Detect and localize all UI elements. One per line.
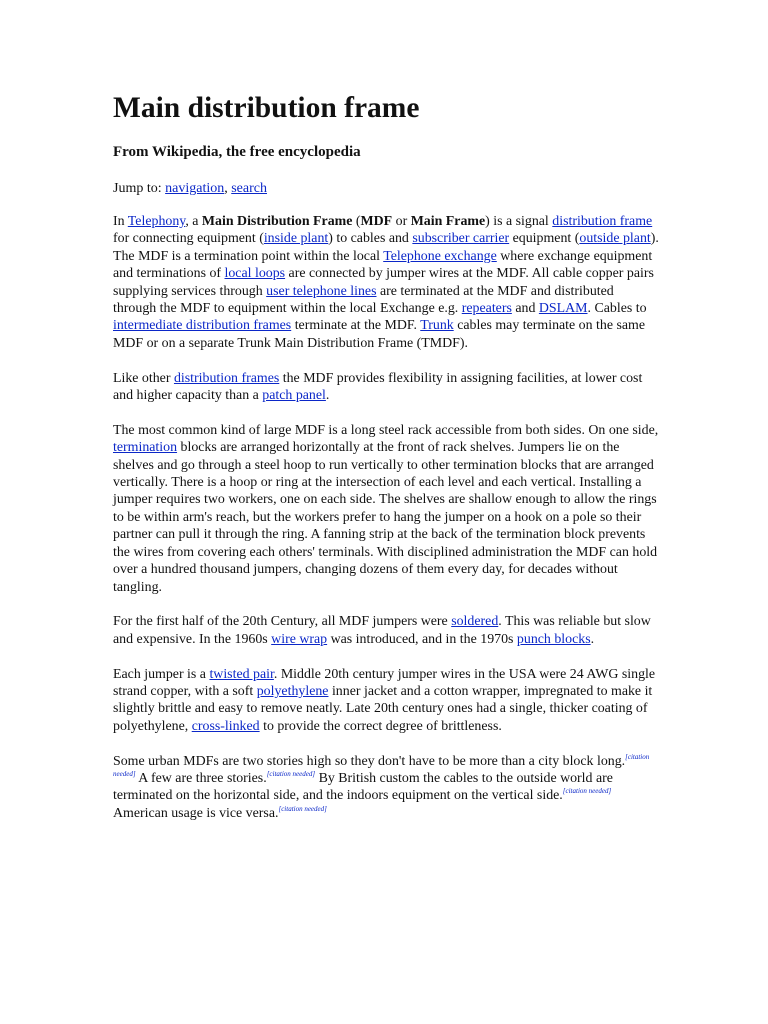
- link-patch-panel[interactable]: patch panel: [262, 388, 326, 404]
- citation-needed-tag[interactable]: [citation needed]: [278, 804, 327, 813]
- link-repeaters[interactable]: repeaters: [461, 301, 512, 317]
- link-distribution-frame[interactable]: distribution frame: [552, 214, 653, 229]
- navigation-link[interactable]: navigation: [165, 181, 225, 196]
- link-intermediate-distribution-frames[interactable]: intermediate distribution frames: [113, 318, 292, 334]
- citation-needed-tag[interactable]: [citation needed]: [562, 787, 612, 796]
- citation-needed-tag[interactable]: [citation needed]: [113, 752, 650, 778]
- link-distribution-frames[interactable]: distribution frames: [173, 370, 280, 386]
- paragraph-flexibility: Like other distribution frames the MDF provides flexibility in assigning facilities, at lower cost and higher capacity than a patch panel.: [113, 370, 643, 404]
- link-termination[interactable]: termination: [113, 440, 178, 456]
- link-user-telephone-lines[interactable]: user telephone lines: [266, 283, 377, 299]
- paragraph-steel-rack: The most common kind of large MDF is a long steel rack accessible from both sides. On one side, termination blocks are arranged horizontally at the front of rack shelves. Jumpers lie on the shelves and go through a steel hoop to run vertically to other termination blocks that are arranged vertically. There is a hoop or ring at the intersection of each level and each vertical. Installing a jumper requires two workers, one on each side. The shelves are shallow enough to allow the rings to be within arm's reach, but the workers prefer to hang the jumper on a hook on a pole so their partner can pull it through the ring. A fanning strip at the back of the termination block prevents the wires from covering each others' terminals. With disciplined administration the MDF can hold over a hundred thousand jumpers, changing dozens of them every day, for decades without tangling.: [113, 422, 659, 595]
- link-soldered[interactable]: soldered: [451, 614, 499, 630]
- link-telephone-exchange[interactable]: Telephone exchange: [383, 248, 497, 264]
- article-body: [113, 213, 659, 840]
- link-trunk[interactable]: Trunk: [420, 318, 454, 334]
- link-punch-blocks[interactable]: punch blocks: [516, 631, 591, 647]
- page-title: Main distribution frame: [113, 92, 420, 124]
- citation-needed-tag[interactable]: [citation needed]: [266, 769, 316, 778]
- page-subtitle: From Wikipedia, the free encyclopedia: [113, 144, 361, 160]
- link-wire-wrap[interactable]: wire wrap: [271, 631, 328, 647]
- paragraph-history: For the first half of the 20th Century, all MDF jumpers were soldered. This was reliable but slow and expensive. In the 1960s wire wrap was introduced, and in the 1970s punch blocks.: [113, 614, 651, 647]
- term-mdf: MDF: [360, 214, 393, 229]
- paragraph-jumper-wire: Each jumper is a twisted pair. Middle 20th century jumper wires in the USA were 24 AWG single strand copper, with a soft polyethylene inner jacket and a cotton wrapper, impregnated to make it slightly brittle and easy to remove neatly. Late 20th century ones had a single, thicker coating of polyethylene, cross-linked to provide the correct degree of brittleness.: [113, 666, 656, 734]
- link-cross-linked[interactable]: cross-linked: [191, 718, 260, 734]
- link-dslam[interactable]: DSLAM: [538, 301, 588, 317]
- search-link[interactable]: search: [231, 181, 267, 196]
- link-local-loops[interactable]: local loops: [224, 266, 286, 282]
- paragraph-urban-mdfs: Some urban MDFs are two stories high so they don't have to be more than a city block long.[citation needed] A few are three stories.[citation needed] By British custom the cables to the outside world are terminated on the horizontal side, and the indoors equipment on the vertical side.[citation needed] American usage is vice versa.[citation needed]: [113, 752, 650, 821]
- link-inside-plant[interactable]: inside plant: [263, 231, 329, 247]
- paragraph-intro: In Telephony, a Main Distribution Frame (MDF or Main Frame) is a signal distribution frame for connecting equipment (inside plant) to cables and subscriber carrier equipment (outside plant). The MDF is a termination point within the local Telephone exchange where exchange equipment and terminations of local loops are connected by jumper wires at the MDF. All cable copper pairs supplying services through user telephone lines are terminated at the MDF and distributed through the MDF to equipment within the local Exchange e.g. repeaters and DSLAM. Cables to intermediate distribution frames terminate at the MDF. Trunk cables may terminate on the same MDF or on a separate Trunk Main Distribution Frame (TMDF).: [113, 214, 659, 351]
- term-main-frame: Main Frame: [410, 214, 486, 229]
- link-twisted-pair[interactable]: twisted pair: [209, 666, 274, 682]
- term-main-distribution-frame: Main Distribution Frame: [201, 214, 353, 229]
- link-telephony[interactable]: Telephony: [127, 214, 186, 229]
- link-outside-plant[interactable]: outside plant: [579, 231, 651, 247]
- link-subscriber-carrier[interactable]: subscriber carrier: [412, 231, 510, 247]
- jump-to-label: Jump to:: [113, 181, 166, 196]
- jump-to-bar: Jump to: navigation, search: [113, 181, 267, 196]
- link-polyethylene[interactable]: polyethylene: [256, 683, 329, 699]
